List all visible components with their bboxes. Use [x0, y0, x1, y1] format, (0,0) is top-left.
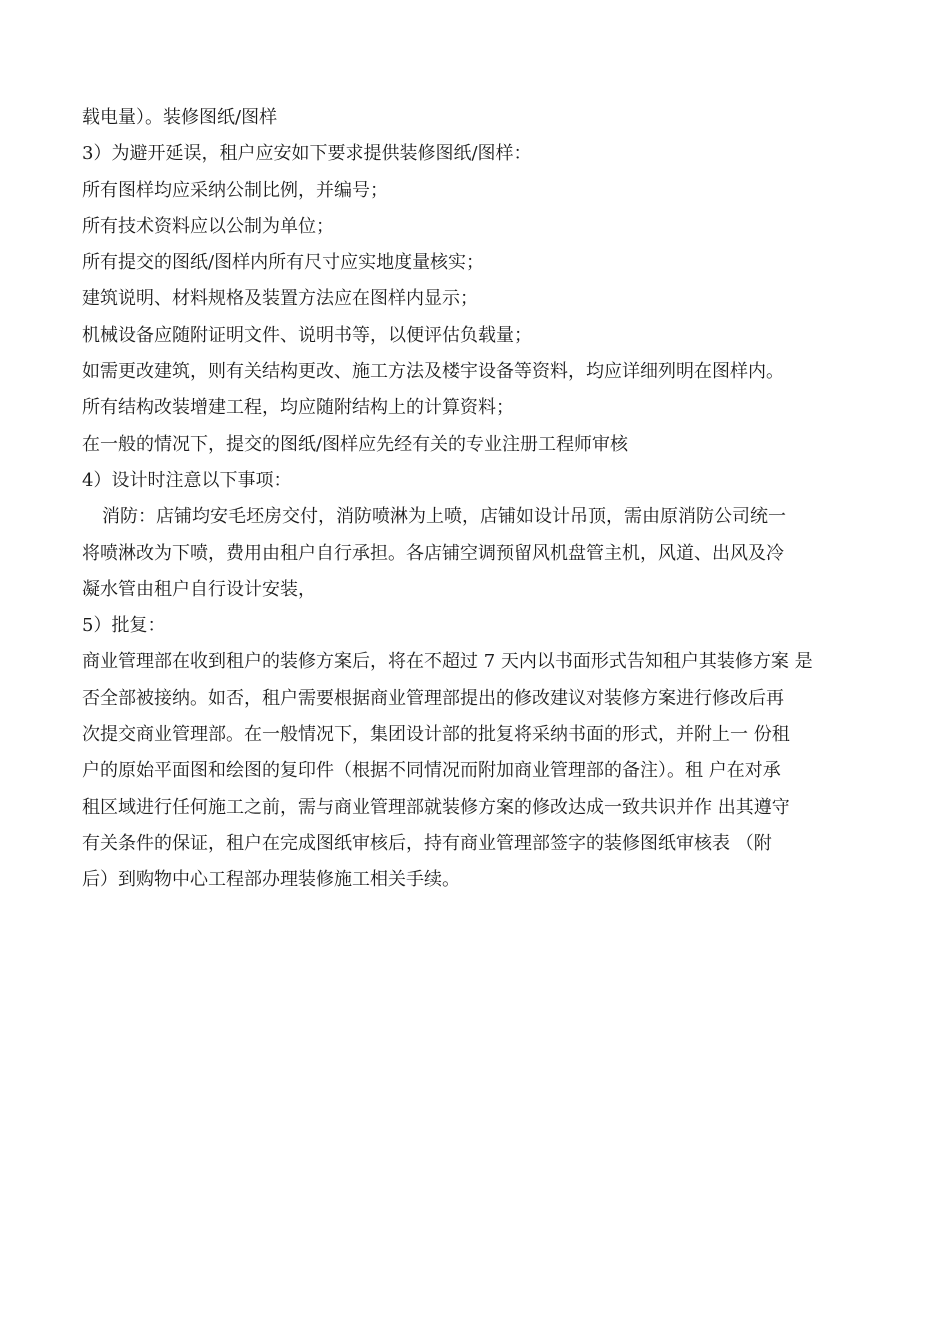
text-line: 租区域进行任何施工之前，需与商业管理部就装修方案的修改达成一致共识并作 出其遵守 [82, 796, 790, 818]
text-line: 如需更改建筑，则有关结构更改、施工方法及楼宇设备等资料，均应详细列明在图样内。 [82, 361, 784, 383]
section-5-heading: 5）批复： [82, 615, 166, 637]
text-line: 在一般的情况下，提交的图纸/图样应先经有关的专业注册工程师审核 [82, 433, 629, 455]
document-page [82, 100, 904, 899]
text-line: 所有图样均应采纳公制比例，并编号； [82, 179, 388, 201]
text-line: 凝水管由租户自行设计安装， [82, 578, 316, 600]
text-line: 次提交商业管理部。在一般情况下，集团设计部的批复将采纳书面的形式，并附上一 份租 [82, 724, 790, 746]
text-line: 所有结构改装增建工程，均应随附结构上的计算资料； [82, 397, 514, 419]
text-line: 载电量）。装修图纸/图样 [82, 107, 278, 128]
fire-protection-paragraph [82, 499, 904, 608]
text-line: 商业管理部在收到租户的装修方案后，将在不超过 7 天内以书面形式告知租户其装修方案 是 [82, 651, 813, 673]
text-line: 否全部被接纳。如否，租户需要根据商业管理部提出的修改建议对装修方案进行修改后再 [82, 687, 784, 709]
text-line: 将喷淋改为下喷，费用由租户自行承担。各店铺空调预留风机盘管主机，风道、出风及冷 [82, 542, 784, 564]
text-line: 后）到购物中心工程部办理装修施工相关手续。 [82, 869, 460, 891]
section-4-heading: 4）设计时注意以下事项： [82, 469, 292, 491]
text-line: 户的原始平面图和绘图的复印件（根据不同情况而附加商业管理部的备注）。租 户在对承 [82, 760, 781, 782]
text-line: 所有提交的图纸/图样内所有尺寸应实地度量核实； [82, 252, 485, 274]
section-3-heading: 3）为避开延误，租户应安如下要求提供装修图纸/图样： [82, 143, 532, 165]
text-line: 有关条件的保证，租户在完成图纸审核后，持有商业管理部签字的装修图纸审核表 （附 [82, 832, 772, 854]
text-line: 建筑说明、材料规格及装置方法应在图样内显示； [82, 288, 478, 310]
text-line: 机械设备应随附证明文件、说明书等，以便评估负载量； [82, 324, 532, 346]
approval-paragraph [82, 644, 904, 898]
text-line: 所有技术资料应以公制为单位； [82, 215, 334, 237]
text-line: 消防：店铺均安毛坯房交付，消防喷淋为上喷，店铺如设计吊顶，需由原消防公司统一 [102, 506, 786, 528]
